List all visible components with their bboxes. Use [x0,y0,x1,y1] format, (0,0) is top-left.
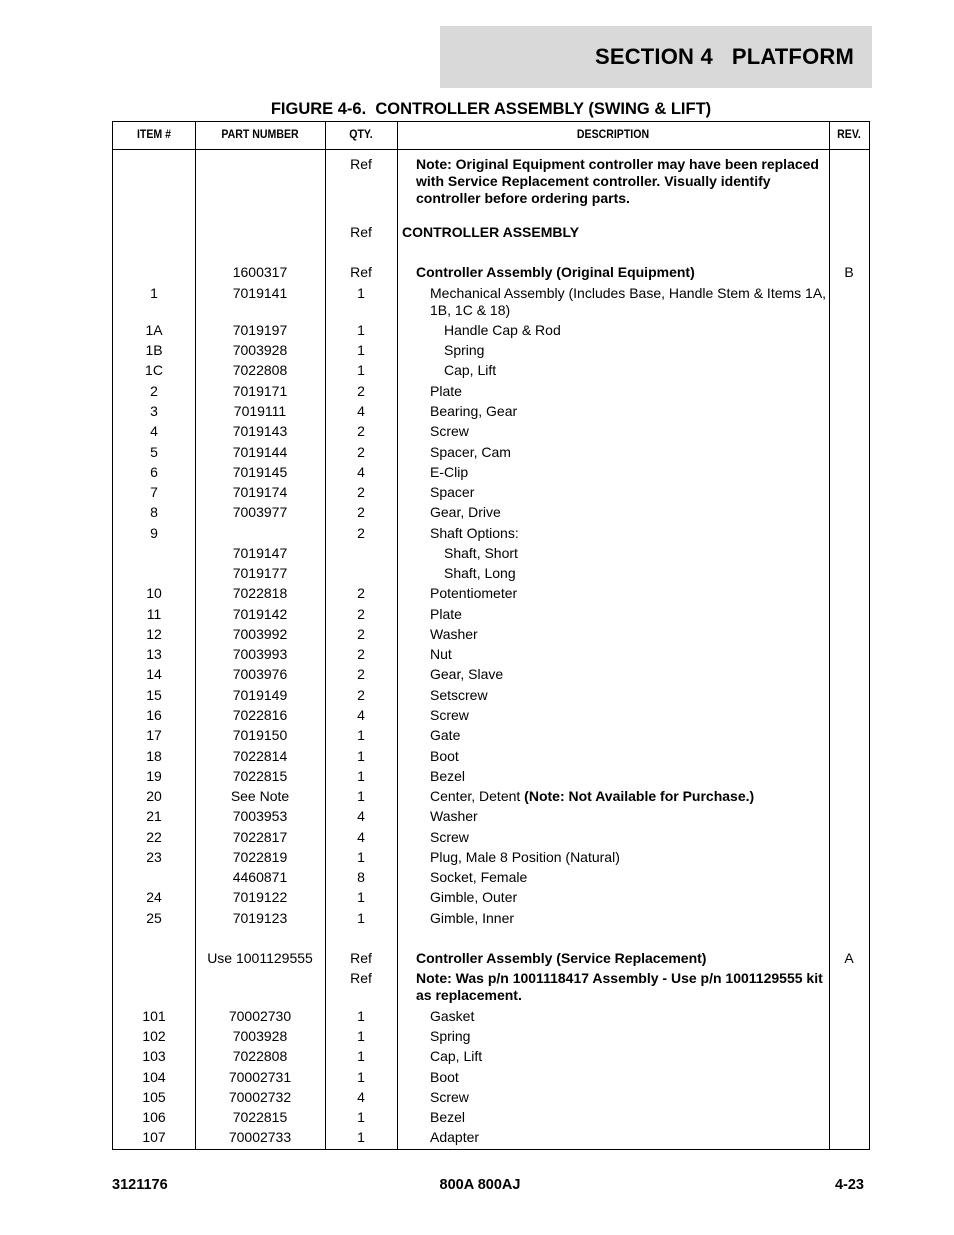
quantity: 1 [357,1008,365,1024]
item-number: 19 [146,768,162,784]
part-number: 7019111 [233,403,287,419]
part-number: 7022808 [232,362,288,378]
quantity: 8 [357,869,365,885]
item-number: 24 [146,889,162,905]
item-number: 1 [150,285,158,301]
quantity: 1 [357,322,365,338]
description-text: Spacer, Cam [430,444,511,460]
doc-number: 3121176 [112,1177,168,1193]
quantity: Ref [350,264,372,280]
revision: A [844,950,854,966]
item-number: 9 [150,525,158,541]
description-text: Controller Assembly (Original Equipment) [416,264,695,280]
quantity: 1 [357,1048,365,1064]
model-numbers: 800A 800AJ [439,1177,521,1193]
part-number: 7003928 [232,342,288,358]
description [397,504,828,521]
item-number: 12 [146,626,162,642]
description-text: Socket, Female [430,869,528,885]
part-number: 7019149 [232,687,288,703]
part-number: 7019142 [232,606,288,622]
section-title: SECTION 4 PLATFORM [594,44,854,69]
part-number: 7019123 [232,910,288,926]
item-number: 5 [150,444,158,460]
part-number: 7019141 [232,285,288,301]
item-number: 1C [145,362,163,378]
description [397,342,828,359]
item-number: 17 [146,727,162,743]
quantity: 2 [357,444,365,460]
description-text: Boot [430,1069,459,1085]
item-number: 25 [146,910,162,926]
description-text: Screw [430,423,469,439]
quantity: 1 [357,788,365,804]
figure-title: FIGURE 4-6. CONTROLLER ASSEMBLY (SWING & LIFT) [270,100,712,118]
part-number: 7022816 [232,707,288,723]
part-number: 7022808 [232,1048,288,1064]
part-number: 7019150 [232,727,288,743]
description [397,606,828,623]
description [397,156,828,207]
description [397,565,828,582]
item-number: 6 [150,464,158,480]
item-number: 1B [145,342,163,358]
description-text: Controller Assembly (Service Replacement) [416,950,707,966]
item-number: 13 [146,646,162,662]
quantity: 2 [357,504,365,520]
col-header-qty: QTY. [349,127,373,141]
quantity: 1 [357,889,365,905]
header-divider [113,149,869,150]
description [397,1008,828,1025]
item-number: 104 [142,1069,166,1085]
description [397,1028,828,1045]
description-text: Spacer [430,484,475,500]
description-text: Cap, Lift [444,362,497,378]
description [397,525,828,542]
item-number: 101 [142,1008,166,1024]
description-text: E-Clip [430,464,469,480]
part-number: 70002731 [228,1069,292,1085]
description-text: Plate [430,383,462,399]
description-text: Shaft, Long [444,565,516,581]
quantity: Ref [350,224,372,240]
item-number: 18 [146,748,162,764]
description-text: Screw [430,829,469,845]
description [397,383,828,400]
quantity: 1 [357,1129,365,1145]
quantity: 1 [357,727,365,743]
description [397,484,828,501]
quantity: 1 [357,362,365,378]
quantity: 2 [357,666,365,682]
description [397,910,828,927]
quantity: 1 [357,342,365,358]
description [397,687,828,704]
item-number: 10 [146,585,162,601]
page-number: 4-23 [834,1177,864,1193]
description-text: Plate [430,606,462,622]
part-number: 7019144 [232,444,288,460]
description-text: Washer [430,808,478,824]
description-text: Gimble, Outer [430,889,518,905]
part-number: Use 1001129555 [207,950,313,966]
quantity: 2 [357,383,365,399]
quantity: 2 [357,606,365,622]
description [397,585,828,602]
item-number: 103 [142,1048,166,1064]
item-number: 4 [150,423,158,439]
item-number: 107 [142,1129,166,1145]
item-number: 16 [146,707,162,723]
item-number: 23 [146,849,162,865]
quantity: 4 [357,1089,365,1105]
item-number: 1A [145,322,163,338]
quantity: 4 [357,707,365,723]
col-header-description: DESCRIPTION [576,127,650,141]
part-number: 7003953 [232,808,288,824]
description-text: Bezel [430,1109,466,1125]
quantity: 1 [357,1069,365,1085]
part-number: 7019177 [232,565,288,581]
description [397,224,828,241]
quantity: 2 [357,687,365,703]
description-text: Nut [430,646,452,662]
item-number: 106 [142,1109,166,1125]
quantity: 1 [357,285,365,301]
quantity: 4 [357,403,365,419]
item-number: 102 [142,1028,166,1044]
item-number: 20 [146,788,162,804]
description [397,626,828,643]
description [397,322,828,339]
quantity: 2 [357,626,365,642]
part-number: 7022815 [232,768,288,784]
description [397,444,828,461]
description [397,869,828,886]
part-number: 7022817 [232,829,288,845]
quantity: 2 [357,646,365,662]
description-text: Potentiometer [430,585,518,601]
description [397,464,828,481]
description [397,808,828,825]
description-text: Washer [430,626,478,642]
part-number: 70002732 [228,1089,292,1105]
description [397,646,828,663]
quantity: 4 [357,464,365,480]
description-text: Spring [444,342,485,358]
item-number: 105 [142,1089,166,1105]
parts-table [112,121,870,1150]
description [397,748,828,765]
description [397,788,828,805]
item-number: 15 [146,687,162,703]
section-banner [440,26,872,88]
quantity: Ref [350,970,372,986]
description-text: Screw [430,1089,469,1105]
item-number: 22 [146,829,162,845]
part-number: 7022815 [232,1109,288,1125]
part-number: 70002730 [228,1008,292,1024]
description [397,403,828,420]
description [397,1129,828,1146]
description-text: Bearing, Gear [430,403,518,419]
quantity: 1 [357,748,365,764]
description [397,545,828,562]
description [397,1048,828,1065]
quantity: 2 [357,525,365,541]
part-number: 7019122 [232,889,288,905]
description [397,1069,828,1086]
part-number: 7003992 [232,626,288,642]
quantity: 1 [357,1109,365,1125]
description [397,1109,828,1126]
description [397,768,828,785]
part-number: 7022814 [232,748,288,764]
part-number: 7003976 [232,666,288,682]
part-number: 7019145 [232,464,288,480]
description-text: Center, Detent [430,788,525,804]
description [397,889,828,906]
description-text: Mechanical Assembly (Includes Base, Handle Stem & Items 1A, 1B, 1C & 18) [430,285,830,318]
part-number: 7003977 [232,504,288,520]
revision: B [844,264,854,280]
description-text: Shaft, Short [444,545,518,561]
description [397,707,828,724]
description-text: Gear, Drive [430,504,501,520]
description [397,849,828,866]
description [397,362,828,379]
description-text: Handle Cap & Rod [444,322,561,338]
description-text: Gate [430,727,461,743]
part-number: 7022819 [232,849,288,865]
quantity: 1 [357,1028,365,1044]
description-text: CONTROLLER ASSEMBLY [402,224,580,240]
quantity: 2 [357,484,365,500]
part-number: 70002733 [228,1129,292,1145]
description-text: Note: Was p/n 1001118417 Assembly - Use p/n 1001129555 kit as replacement. [416,970,827,1003]
description-text: Note: Original Equipment controller may have been replaced with Service Replacement controller. Visually identify controller before ordering parts. [416,156,823,206]
description-text: Gear, Slave [430,666,504,682]
description-text: Cap, Lift [430,1048,483,1064]
part-number: 7003993 [232,646,288,662]
description [397,970,828,1004]
item-number: 14 [146,666,162,682]
description [397,829,828,846]
col-header-rev: REV. [837,127,861,141]
description-text: Bezel [430,768,466,784]
description [397,666,828,683]
description-text: Spring [430,1028,471,1044]
item-number: 21 [146,808,162,824]
item-number: 11 [146,606,162,622]
quantity: 1 [357,768,365,784]
description [397,264,828,281]
part-number: 7019147 [232,545,288,561]
item-number: 2 [150,383,158,399]
description-text: Plug, Male 8 Position (Natural) [430,849,620,865]
description-text: Gasket [430,1008,475,1024]
description-note: (Note: Not Available for Purchase.) [524,788,755,804]
description-text: Shaft Options: [430,525,519,541]
quantity: 4 [357,829,365,845]
description [397,423,828,440]
item-number: 8 [150,504,158,520]
description [397,950,828,967]
part-number: 1600317 [232,264,288,280]
part-number: 7022818 [232,585,288,601]
part-number: 7019197 [232,322,288,338]
item-number: 3 [150,403,158,419]
part-number: 7019143 [232,423,288,439]
part-number: 7003928 [232,1028,288,1044]
quantity: 2 [357,423,365,439]
part-number: 7019174 [232,484,288,500]
col-header-part-number: PART NUMBER [221,127,299,141]
description [397,285,828,319]
item-number: 7 [150,484,158,500]
part-number: 4460871 [232,869,288,885]
quantity: Ref [350,950,372,966]
description [397,727,828,744]
description-text: Setscrew [430,687,488,703]
description-text: Boot [430,748,459,764]
description-text: Gimble, Inner [430,910,515,926]
quantity: 2 [357,585,365,601]
description [397,1089,828,1106]
quantity: 4 [357,808,365,824]
part-number: See Note [230,788,290,804]
description-text: Adapter [430,1129,480,1145]
quantity: 1 [357,910,365,926]
description-text: Screw [430,707,469,723]
quantity: 1 [357,849,365,865]
quantity: Ref [350,156,372,172]
part-number: 7019171 [232,383,288,399]
col-header-item: ITEM # [136,127,172,141]
